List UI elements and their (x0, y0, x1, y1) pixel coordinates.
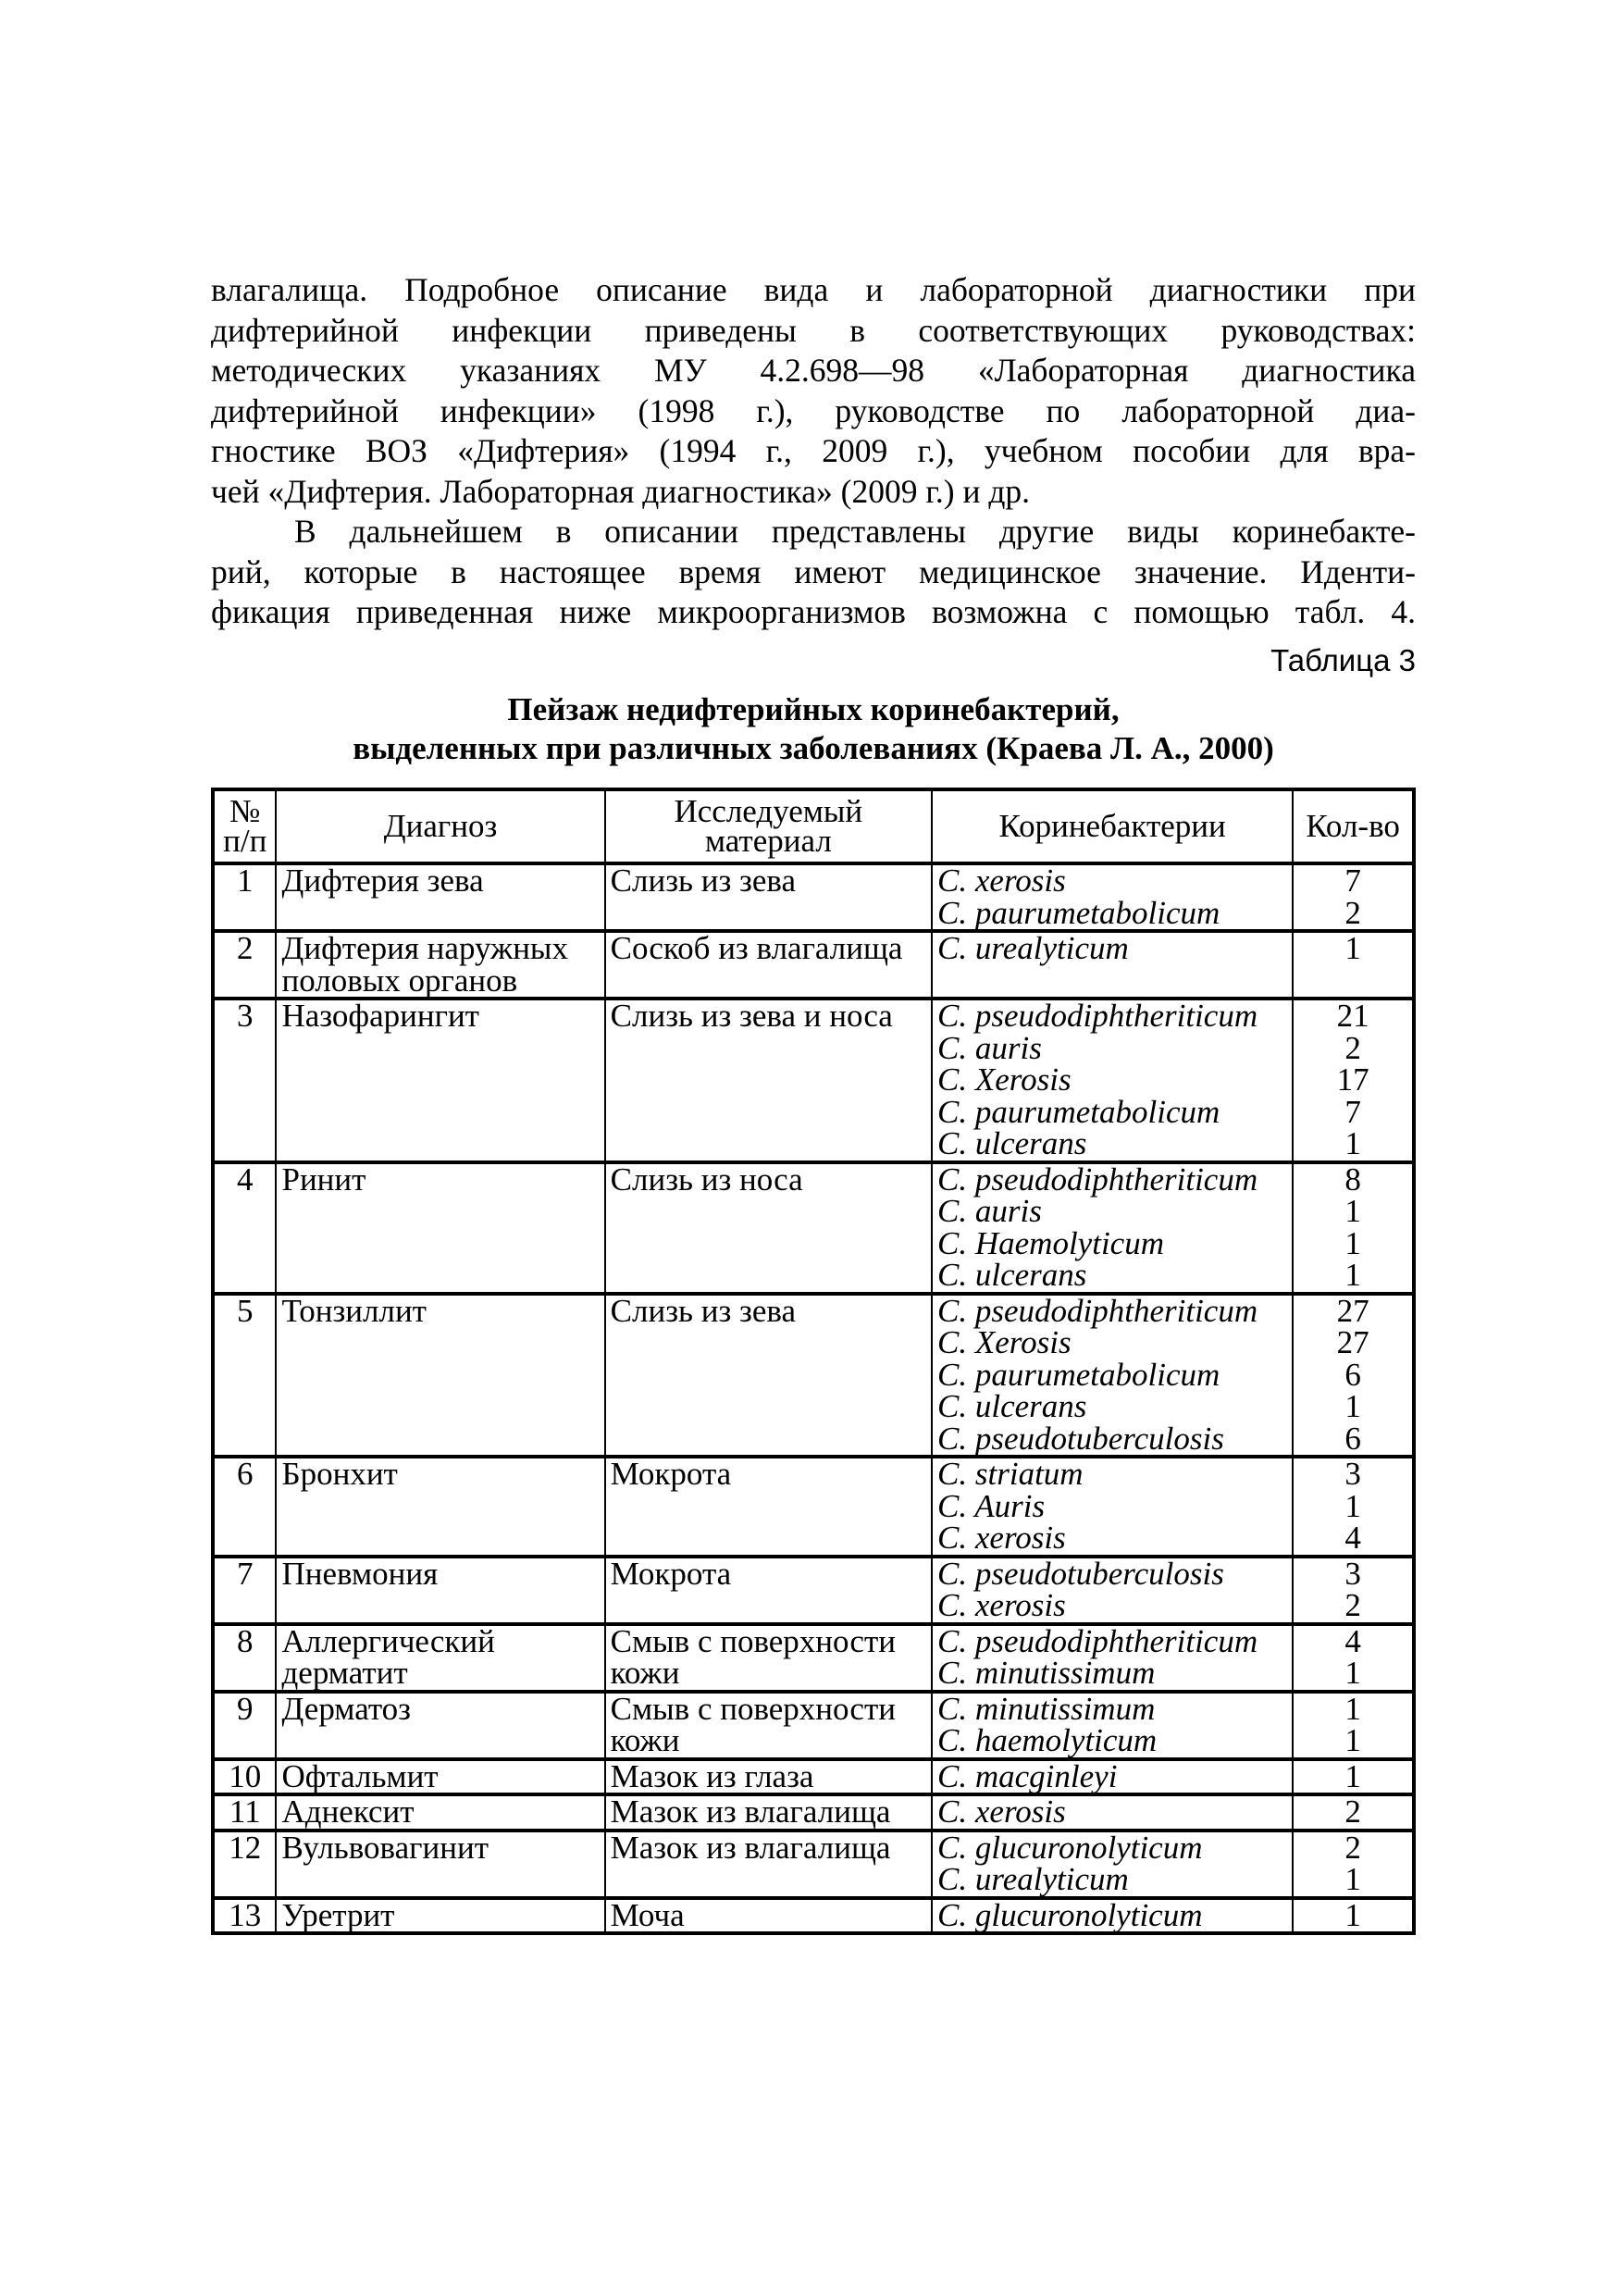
quantity-line: 1 (1344, 930, 1361, 966)
material-line: Слизь из носа (610, 1160, 803, 1198)
row-number-cell: 4 (213, 1162, 276, 1294)
diagnosis-line: дерматит (281, 1655, 408, 1691)
diagnosis-cell (276, 1624, 604, 1692)
diagnosis-cell (276, 931, 604, 999)
bacteria-line: C. striatum (937, 1456, 1084, 1492)
bacteria-line: C. paurumetabolicum (937, 1093, 1220, 1130)
material-line: Мокрота (610, 1456, 732, 1492)
bacteria-line: C. auris (937, 1193, 1042, 1229)
quantity-line: 6 (1344, 1356, 1361, 1393)
paragraph-2 (211, 512, 1416, 633)
bacteria-line: C. paurumetabolicum (937, 1356, 1220, 1393)
header-material-line: материал (704, 823, 832, 859)
table-row (213, 1898, 1414, 1934)
material-line: кожи (610, 1722, 680, 1758)
bacteria-cell (932, 1624, 1293, 1692)
quantity-line: 1 (1344, 1722, 1361, 1758)
quantity-line: 4 (1344, 1520, 1361, 1556)
quantity-line: 3 (1344, 1456, 1361, 1492)
material-line: Соскоб из влагалища (610, 930, 903, 966)
material-line: Слизь из зева (610, 1292, 797, 1329)
diagnosis-cell (276, 1457, 604, 1557)
quantity-line: 6 (1344, 1420, 1361, 1457)
bacteria-line: C. urealyticum (937, 930, 1129, 966)
diagnosis-cell (276, 863, 604, 931)
material-cell (605, 863, 932, 931)
quantity-line: 27 (1336, 1292, 1369, 1329)
text-line: рий, которые в настоящее время имеют медицинское значение. Иденти- (211, 552, 1416, 590)
material-line: Мокрота (610, 1555, 732, 1592)
header-bacteria: Коринебактерии (932, 789, 1293, 863)
material-cell (605, 931, 932, 999)
diagnosis-line: Аднексит (281, 1793, 415, 1830)
diagnosis-cell (276, 999, 604, 1162)
material-cell (605, 1692, 932, 1759)
diagnosis-cell (276, 1898, 604, 1934)
material-cell (605, 1794, 932, 1831)
quantity-line: 1 (1344, 1388, 1361, 1424)
material-line: Слизь из зева (610, 863, 797, 899)
diagnosis-cell (276, 1794, 604, 1831)
bacteria-cell (932, 1457, 1293, 1557)
bacteria-line: C. pseudotuberculosis (937, 1420, 1224, 1457)
header-material (605, 789, 932, 863)
quantity-line: 21 (1336, 998, 1369, 1034)
diagnosis-line: Тонзиллит (281, 1292, 427, 1329)
bacteria-line: C. glucuronolyticum (937, 1829, 1203, 1866)
material-cell (605, 1831, 932, 1898)
header-diagnosis: Диагноз (276, 789, 604, 863)
quantity-line: 2 (1344, 1029, 1361, 1066)
material-cell (605, 1898, 932, 1934)
quantity-cell (1293, 999, 1414, 1162)
quantity-cell (1293, 1457, 1414, 1557)
document-page (211, 270, 1416, 1933)
quantity-cell (1293, 1692, 1414, 1759)
table-row (213, 1692, 1414, 1759)
bacteria-line: C. xerosis (937, 1587, 1066, 1623)
row-number-cell: 9 (213, 1692, 276, 1759)
quantity-line: 3 (1344, 1555, 1361, 1592)
material-line: кожи (610, 1655, 680, 1691)
bacteria-line: C. pseudodiphtheriticum (937, 1292, 1258, 1329)
table-title (211, 690, 1416, 768)
quantity-line: 1 (1344, 1224, 1361, 1261)
quantity-line: 7 (1344, 863, 1361, 899)
quantity-line: 1 (1344, 1690, 1361, 1727)
row-number-cell: 8 (213, 1624, 276, 1692)
quantity-cell (1293, 1294, 1414, 1458)
bacteria-cell (932, 999, 1293, 1162)
header-number-line: п/п (223, 823, 267, 859)
material-line: Мазок из влагалища (610, 1793, 891, 1830)
bacteria-cell (932, 1162, 1293, 1294)
quantity-cell (1293, 1624, 1414, 1692)
table-row (213, 931, 1414, 999)
table-header-row (213, 789, 1414, 863)
row-number-cell: 1 (213, 863, 276, 931)
quantity-line: 1 (1344, 1257, 1361, 1293)
quantity-line: 8 (1344, 1160, 1361, 1198)
material-cell (605, 1557, 932, 1624)
diagnosis-cell (276, 1831, 604, 1898)
table-row (213, 1624, 1414, 1692)
bacteria-line: C. pseudodiphtheriticum (937, 1622, 1258, 1659)
paragraph-1 (211, 270, 1416, 512)
table-title-line-2: выделенных при различных заболеваниях (Краева Л. А., 2000) (353, 729, 1274, 766)
bacteria-line: C. ulcerans (937, 1388, 1087, 1424)
table-title-line-1: Пейзаж недифтерийных коринебактерий, (507, 690, 1120, 727)
text-line: чей «Дифтерия. Лабораторная диагностика» (2009 г.) и др. (211, 472, 1031, 510)
table-body (213, 863, 1414, 1933)
quantity-line: 1 (1344, 1193, 1361, 1229)
row-number-cell: 13 (213, 1898, 276, 1934)
table-number-label: Таблица 3 (1270, 642, 1416, 677)
quantity-line: 2 (1344, 894, 1361, 931)
bacteria-line: C. Auris (937, 1487, 1046, 1524)
quantity-line: 1 (1344, 1896, 1361, 1933)
diagnosis-cell (276, 1294, 604, 1458)
diagnosis-line: Дерматоз (281, 1690, 411, 1727)
row-number-cell: 12 (213, 1831, 276, 1898)
diagnosis-line: Офтальмит (281, 1757, 439, 1794)
quantity-line: 2 (1344, 1587, 1361, 1623)
header-quantity: Кол-во (1293, 789, 1414, 863)
bacteria-line: C. haemolyticum (937, 1722, 1158, 1758)
table-row (213, 1831, 1414, 1898)
quantity-line: 2 (1344, 1829, 1361, 1866)
text-line: фикация приведенная ниже микроорганизмов возможна с помощью табл. 4. (211, 593, 1416, 630)
bacteria-line: C. ulcerans (937, 1257, 1087, 1293)
bacteria-line: C. pseudodiphtheriticum (937, 998, 1258, 1034)
quantity-cell (1293, 1557, 1414, 1624)
material-line: Мазок из влагалища (610, 1829, 891, 1866)
quantity-cell (1293, 1759, 1414, 1795)
bacteria-cell (932, 863, 1293, 931)
quantity-cell (1293, 1794, 1414, 1831)
table-row (213, 1457, 1414, 1557)
diagnosis-line: Назофарингит (281, 998, 479, 1034)
table-row (213, 1162, 1414, 1294)
diagnosis-line: Дифтерия зева (281, 863, 484, 899)
bacteria-line: C. pseudodiphtheriticum (937, 1160, 1258, 1198)
diagnosis-line: Дифтерия наружных (281, 930, 568, 966)
bacteria-line: C. macginleyi (937, 1757, 1118, 1794)
quantity-line: 1 (1344, 1757, 1361, 1794)
bacteria-cell (932, 1692, 1293, 1759)
header-number (213, 789, 276, 863)
bacteria-line: C. pseudotuberculosis (937, 1555, 1224, 1592)
table-row (213, 1294, 1414, 1458)
table-row (213, 1794, 1414, 1831)
bacteria-cell (932, 1294, 1293, 1458)
diagnosis-line: Ринит (281, 1160, 366, 1198)
bacteria-cell (932, 1831, 1293, 1898)
corynebacteria-table (211, 788, 1416, 1935)
material-cell (605, 1624, 932, 1692)
row-number-cell: 7 (213, 1557, 276, 1624)
material-line: Слизь из зева и носа (610, 998, 893, 1034)
header-material-line: Исследуемый (674, 793, 863, 829)
table-row (213, 1557, 1414, 1624)
diagnosis-line: Вульвовагинит (281, 1829, 489, 1866)
header-number-line: № (229, 793, 261, 829)
quantity-cell (1293, 1831, 1414, 1898)
bacteria-cell (932, 1794, 1293, 1831)
bacteria-line: C. minutissimum (937, 1690, 1156, 1727)
diagnosis-line: Уретрит (281, 1896, 395, 1933)
row-number-cell: 10 (213, 1759, 276, 1795)
bacteria-line: C. xerosis (937, 1520, 1066, 1556)
material-line: Смыв с поверхности (610, 1690, 896, 1727)
bacteria-cell (932, 1557, 1293, 1624)
quantity-cell (1293, 863, 1414, 931)
quantity-line: 1 (1344, 1125, 1361, 1161)
material-cell (605, 1457, 932, 1557)
material-cell (605, 1162, 932, 1294)
bacteria-line: C. urealyticum (937, 1861, 1129, 1897)
table-row (213, 1759, 1414, 1795)
quantity-cell (1293, 1898, 1414, 1934)
quantity-line: 7 (1344, 1093, 1361, 1130)
quantity-line: 17 (1336, 1061, 1369, 1098)
quantity-line: 27 (1336, 1324, 1369, 1360)
material-cell (605, 999, 932, 1162)
diagnosis-line: Аллергический (281, 1622, 495, 1659)
text-line: дифтерийной инфекции» (1998 г.), руководстве по лабораторной диа- (211, 391, 1416, 429)
quantity-line: 1 (1344, 1487, 1361, 1524)
material-line: Моча (610, 1896, 685, 1933)
text-line: влагалища. Подробное описание вида и лабораторной диагностики при (211, 271, 1416, 308)
text-line: дифтерийной инфекции приведены в соответствующих руководствах: (211, 311, 1416, 349)
diagnosis-cell (276, 1692, 604, 1759)
text-body (211, 270, 1416, 633)
material-line: Мазок из глаза (610, 1757, 814, 1794)
text-line: В дальнейшем в описании представлены другие виды коринебакте- (294, 513, 1416, 550)
row-number-cell: 2 (213, 931, 276, 999)
diagnosis-cell (276, 1162, 604, 1294)
bacteria-line: C. auris (937, 1029, 1042, 1066)
bacteria-cell (932, 931, 1293, 999)
bacteria-line: C. xerosis (937, 1793, 1066, 1830)
bacteria-line: C. Haemolyticum (937, 1224, 1164, 1261)
bacteria-line: C. glucuronolyticum (937, 1896, 1203, 1933)
bacteria-line: C. paurumetabolicum (937, 894, 1220, 931)
material-line: Смыв с поверхности (610, 1622, 896, 1659)
material-cell (605, 1294, 932, 1458)
material-cell (605, 1759, 932, 1795)
diagnosis-line: Пневмония (281, 1555, 439, 1592)
bacteria-line: C. minutissimum (937, 1655, 1156, 1691)
row-number-cell: 3 (213, 999, 276, 1162)
text-line: гностике ВОЗ «Дифтерия» (1994 г., 2009 г.), учебном пособии для вра- (211, 432, 1416, 469)
row-number-cell: 11 (213, 1794, 276, 1831)
table-row (213, 863, 1414, 931)
quantity-line: 4 (1344, 1622, 1361, 1659)
diagnosis-cell (276, 1759, 604, 1795)
diagnosis-cell (276, 1557, 604, 1624)
diagnosis-line: половых органов (281, 962, 518, 999)
quantity-line: 1 (1344, 1861, 1361, 1897)
row-number-cell: 6 (213, 1457, 276, 1557)
bacteria-cell (932, 1759, 1293, 1795)
text-line: методических указаниях МУ 4.2.698—98 «Лабораторная диагностика (211, 352, 1416, 389)
row-number-cell: 5 (213, 1294, 276, 1458)
bacteria-line: C. Xerosis (937, 1061, 1072, 1098)
bacteria-line: C. ulcerans (937, 1125, 1087, 1161)
table-row (213, 999, 1414, 1162)
diagnosis-line: Бронхит (281, 1456, 398, 1492)
bacteria-line: C. xerosis (937, 863, 1066, 899)
bacteria-cell (932, 1898, 1293, 1934)
quantity-line: 1 (1344, 1655, 1361, 1691)
bacteria-line: C. Xerosis (937, 1324, 1072, 1360)
quantity-cell (1293, 1162, 1414, 1294)
quantity-line: 2 (1344, 1793, 1361, 1830)
quantity-cell (1293, 931, 1414, 999)
